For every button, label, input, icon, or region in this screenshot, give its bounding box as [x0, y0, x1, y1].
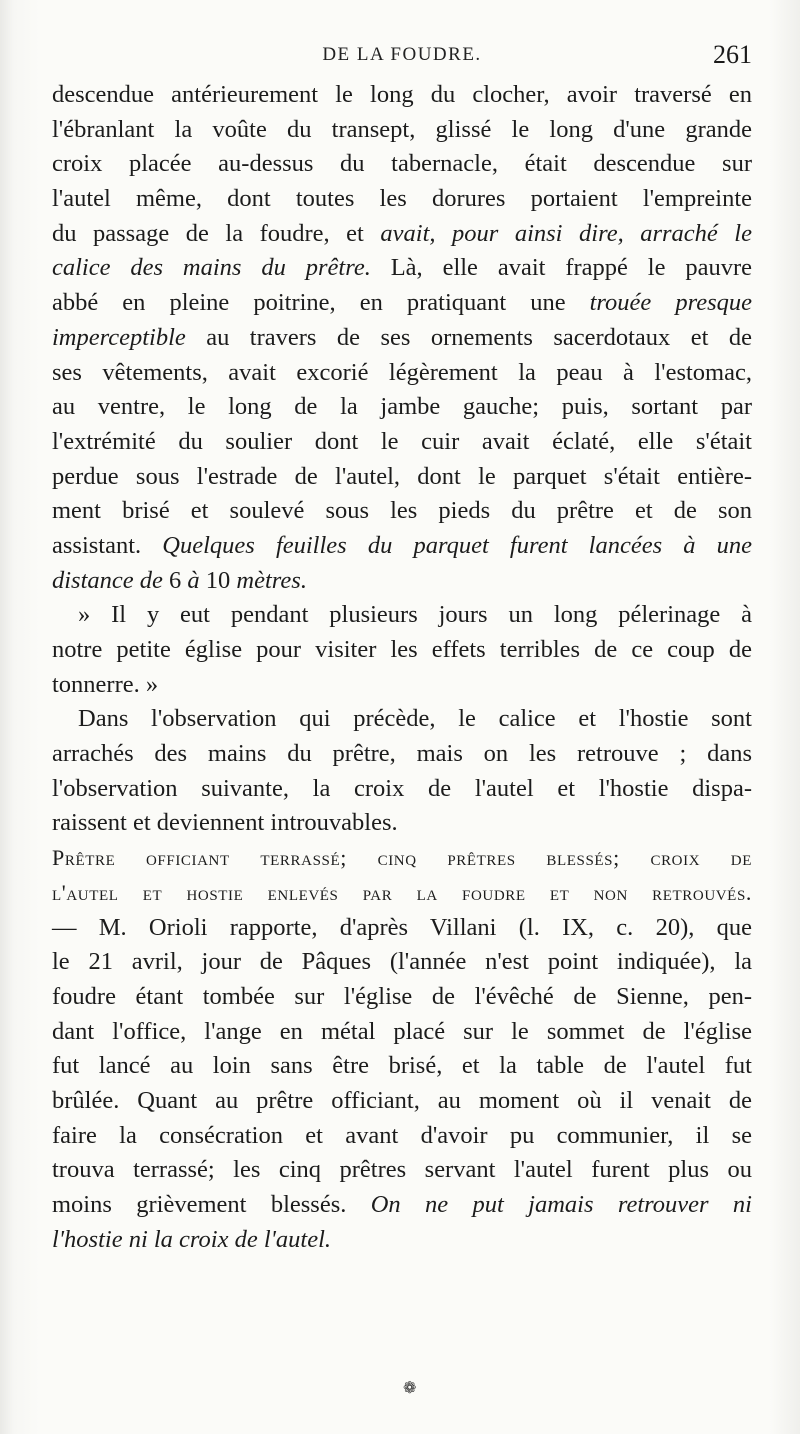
text-run: 6	[169, 566, 182, 594]
text-run: au travers de ses ornements sacerdotaux et de	[185, 323, 752, 351]
running-head	[52, 40, 752, 74]
italic-run: l'hostie ni la croix de l'autel.	[52, 1225, 332, 1253]
italic-run: imperceptible	[52, 323, 186, 351]
text-run: moins grièvement blessés.	[52, 1191, 371, 1218]
text-run: du passage de la foudre, et	[52, 219, 381, 247]
text-line	[52, 1084, 752, 1119]
text-run: raissent et deviennent introuvables.	[52, 809, 398, 837]
text-line	[52, 668, 752, 703]
text-run: notre petite église pour visiter les effets terribles de ce coup de	[52, 636, 752, 663]
page-number: 261	[713, 40, 752, 69]
running-title: DE LA FOUDRE.	[322, 44, 482, 65]
text-run: trouva terrassé; les cinq prêtres servant l'autel furent plus ou	[52, 1156, 752, 1184]
text-run: ses vêtements, avait excorié légèrement la peau à l'estomac,	[52, 358, 752, 386]
text-line	[52, 564, 752, 599]
text-run: tonnerre. »	[52, 670, 159, 698]
text-run: abbé en pleine poitrine, en pratiquant une	[52, 289, 590, 317]
text-line	[52, 1153, 752, 1188]
text-run: faire la consécration et avant d'avoir pu communier, il se	[52, 1121, 752, 1149]
text-run: l'autel même, dont toutes les dorures portaient l'empreinte	[52, 185, 752, 213]
text-line	[52, 806, 752, 841]
italic-run: à	[181, 566, 206, 594]
text-run: l'ébranlant la voûte du transept, glissé le long d'une grande	[52, 115, 752, 143]
text-run: dant l'office, l'ange en métal placé sur le sommet de l'église	[52, 1017, 752, 1045]
text-line	[52, 633, 752, 668]
text-line	[52, 598, 752, 633]
text-run: Là, elle avait frappé le pauvre	[370, 254, 752, 282]
text-run: foudre étant tombée sur l'église de l'évêché de Sienne, pen-	[52, 982, 752, 1010]
italic-run: distance de	[52, 566, 170, 594]
smallcaps-run: Prêtre officiant terrassé; cinq prêtres blessés; croix de	[52, 845, 752, 871]
text-line	[52, 772, 752, 807]
italic-run: Quelques feuilles du parquet furent lancées à une	[162, 531, 752, 559]
text-line	[52, 425, 752, 460]
text-run: l'observation suivante, la croix de l'autel et l'hostie dispa-	[52, 774, 752, 802]
text-line	[52, 529, 752, 564]
text-run: 10	[205, 566, 231, 594]
italic-run: avait, pour ainsi dire, arraché le	[380, 219, 752, 247]
text-run: assistant.	[52, 531, 163, 559]
text-line	[52, 841, 752, 876]
text-line	[52, 1015, 752, 1050]
text-run: ment brisé et soulevé sous les pieds du prêtre et de son	[52, 497, 752, 525]
text-line	[52, 702, 752, 737]
text-run: descendue antérieurement le long du clocher, avoir traversé en	[52, 81, 752, 108]
text-line	[52, 147, 752, 182]
text-run: perdue sous l'estrade de l'autel, dont le parquet s'était entière-	[52, 462, 752, 490]
text-line	[52, 321, 752, 356]
italic-run: trouée presque	[589, 289, 752, 317]
text-line	[52, 876, 752, 911]
text-run: au ventre, le long de la jambe gauche; puis, sortant par	[52, 393, 752, 421]
text-line	[52, 356, 752, 391]
italic-run: On ne put jamais retrouver ni	[370, 1191, 752, 1218]
italic-run: mètres.	[230, 566, 307, 594]
text-line	[52, 1119, 752, 1154]
smallcaps-run: l'autel et hostie enlevés par la foudre et non retrouvés.	[52, 879, 752, 905]
text-line	[52, 945, 752, 980]
printer-ornament: ❁	[403, 1378, 417, 1397]
text-line	[52, 980, 752, 1015]
text-line	[52, 217, 752, 252]
text-line	[52, 182, 752, 217]
text-run: » Il y eut pendant plusieurs jours un long pélerinage à	[78, 601, 752, 629]
italic-run: calice des mains du prêtre.	[52, 254, 371, 282]
text-line	[52, 1049, 752, 1084]
text-run: croix placée au-dessus du tabernacle, était descendue sur	[52, 150, 752, 178]
text-line	[52, 113, 752, 148]
text-line	[52, 1223, 752, 1258]
text-line	[52, 460, 752, 495]
text-line	[52, 737, 752, 772]
body-text	[52, 78, 752, 1257]
text-run: arrachés des mains du prêtre, mais on les retrouve ; dans	[52, 740, 752, 768]
text-run: — M. Orioli rapporte, d'après Villani (l. IX, c. 20), que	[52, 913, 752, 941]
text-line	[52, 494, 752, 529]
text-line	[52, 286, 752, 321]
text-line	[52, 251, 752, 286]
text-run: l'extrémité du soulier dont le cuir avait éclaté, elle s'était	[52, 427, 752, 455]
text-run: brûlée. Quant au prêtre officiant, au moment où il venait de	[52, 1086, 752, 1114]
text-line	[52, 78, 752, 113]
text-run: fut lancé au loin sans être brisé, et la table de l'autel fut	[52, 1052, 752, 1080]
text-line	[52, 911, 752, 946]
text-run: le 21 avril, jour de Pâques (l'année n'est point indiquée), la	[52, 948, 752, 976]
text-line	[52, 390, 752, 425]
text-line	[52, 1188, 752, 1223]
text-run: Dans l'observation qui précède, le calice et l'hostie sont	[78, 705, 752, 733]
